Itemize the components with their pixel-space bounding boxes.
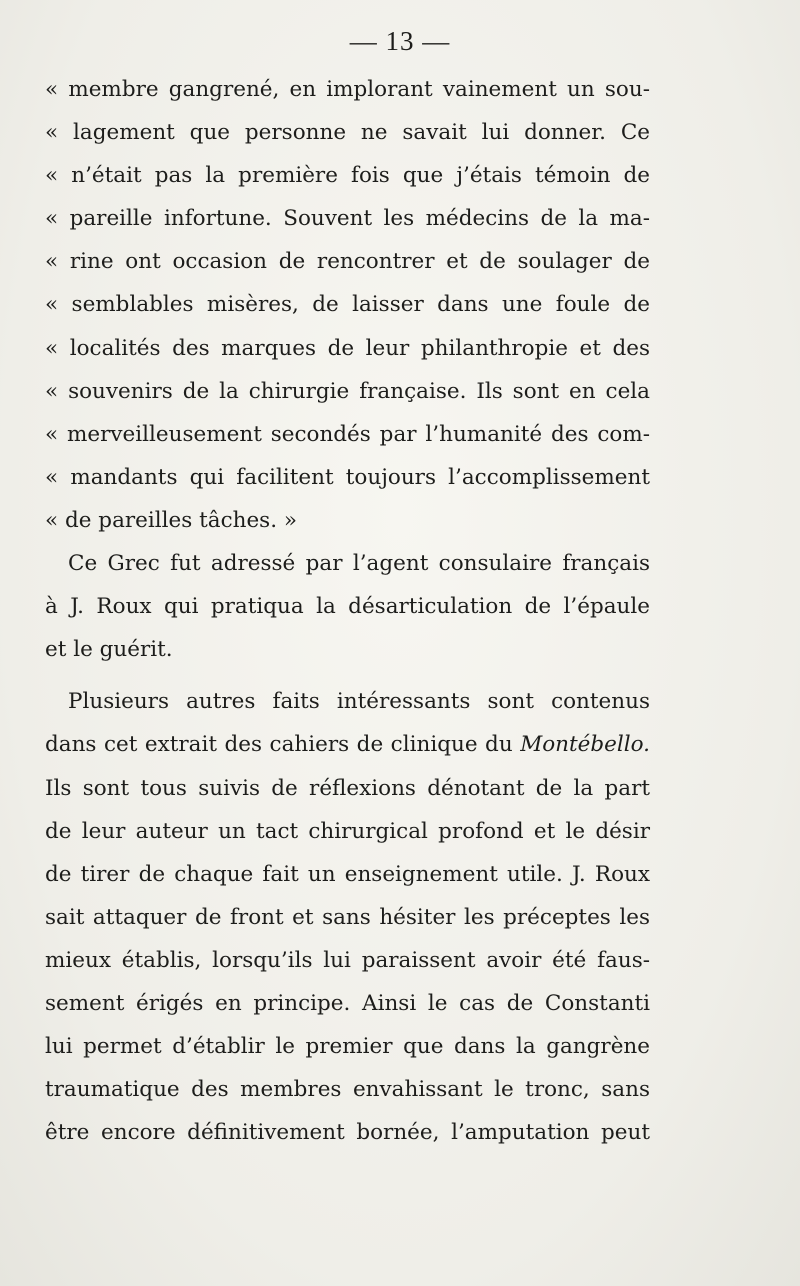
text-line: sement érigés en principe. Ainsi le cas de Constanti	[45, 990, 650, 1016]
ship-name: Montébello.	[520, 732, 651, 758]
text-line: lui permet d’établir le premier que dans la gangrène	[45, 1034, 650, 1060]
text-line: « mandants qui facilitent toujours l’accomplissement	[45, 464, 650, 490]
text-line: « lagement que personne ne savait lui donner. Ce	[45, 120, 650, 146]
text-line: « merveilleusement secondés par l’humanité des com-	[45, 421, 650, 447]
text-line: être encore définitivement bornée, l’amputation peut	[45, 1120, 650, 1146]
text-line: « souvenirs de la chirurgie française. Ils sont en cela	[45, 378, 650, 404]
text-line: Ils sont tous suivis de réflexions dénotant de la part	[45, 775, 650, 801]
text-line: « de pareilles tâches. »	[45, 507, 298, 533]
paragraph-clinical-notes	[45, 680, 650, 1154]
text-line: « semblables misères, de laisser dans une foule de	[45, 292, 650, 318]
text-line: de leur auteur un tact chirurgical profond et le désir	[45, 818, 650, 844]
text-line: Ce Grec fut adressé par l’agent consulaire français	[68, 551, 650, 577]
text-line: « pareille infortune. Souvent les médecins de la ma-	[45, 206, 650, 232]
text-line: « n’était pas la première fois que j’étais témoin de	[45, 163, 650, 189]
page-number: — 13 —	[349, 26, 451, 56]
body-text	[45, 68, 650, 1154]
text-line: « rine ont occasion de rencontrer et de soulager de	[45, 249, 650, 275]
text-line-segment: dans cet extrait des cahiers de clinique du	[45, 732, 513, 758]
text-line: mieux établis, lorsqu’ils lui paraissent avoir été faus-	[45, 947, 650, 973]
text-line: « membre gangrené, en implorant vainement un sou-	[45, 77, 650, 102]
paragraph-greek-patient	[45, 542, 650, 671]
text-line: de tirer de chaque fait un enseignement utile. J. Roux	[45, 861, 650, 887]
text-line: sait attaquer de front et sans hésiter les préceptes les	[45, 904, 650, 930]
text-line: à J. Roux qui pratiqua la désarticulation de l’épaule	[45, 594, 650, 620]
text-line: Plusieurs autres faits intéressants sont contenus	[68, 689, 650, 715]
text-line: « localités des marques de leur philanthropie et des	[45, 335, 650, 361]
text-line: traumatique des membres envahissant le tronc, sans	[45, 1077, 650, 1103]
text-line: et le guérit.	[45, 637, 173, 663]
paragraph-gap	[45, 671, 650, 680]
text-line	[45, 723, 650, 766]
quoted-paragraph	[45, 68, 650, 542]
